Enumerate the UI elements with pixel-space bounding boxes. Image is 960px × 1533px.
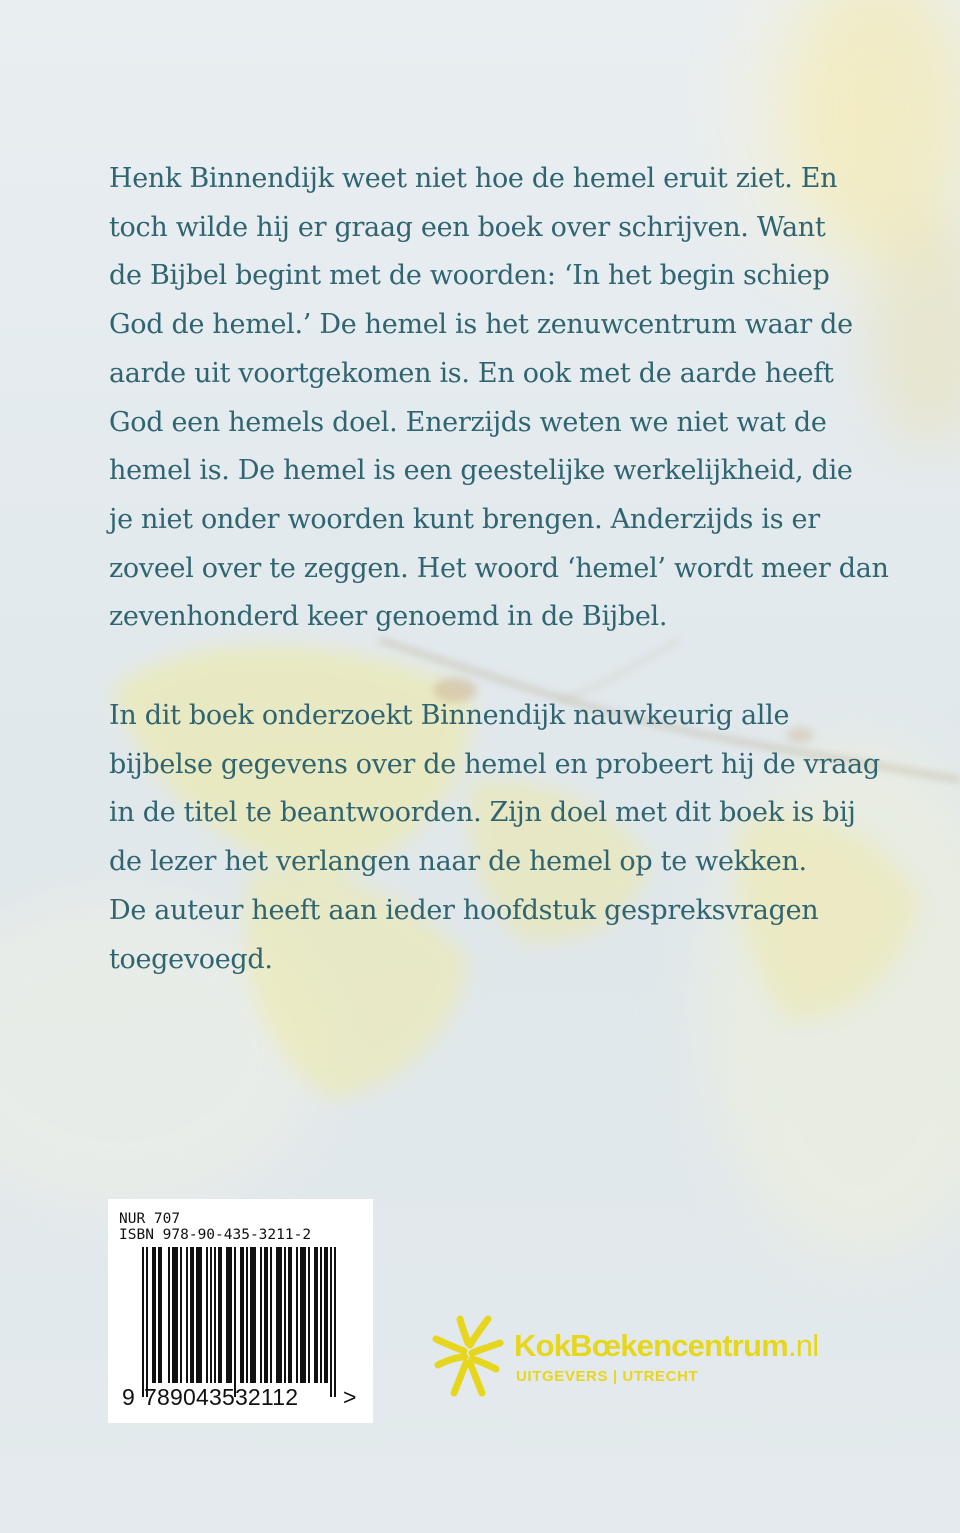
blurb-line: hemel is. De hemel is een geestelijke werkelijkheid, die <box>109 455 853 487</box>
barcode-bar <box>152 1247 154 1383</box>
barcode-bar <box>250 1247 252 1383</box>
blurb-line: zoveel over te zeggen. Het woord ‘hemel’ wordt meer dan <box>109 552 889 584</box>
barcode-bar <box>234 1247 236 1397</box>
barcode-bar <box>290 1247 292 1383</box>
barcode-bar <box>246 1247 248 1383</box>
blurb-line: In dit boek onderzoekt Binnendijk nauwkeurig alle <box>109 700 790 731</box>
barcode-bar <box>324 1247 326 1383</box>
blurb-paragraph-1 <box>109 155 889 642</box>
barcode-bar <box>326 1247 328 1383</box>
barcode-bars <box>142 1247 342 1397</box>
blurb-line: bijbelse gegevens over de hemel en probeert hij de vraag <box>109 748 880 780</box>
barcode-bar <box>254 1247 256 1383</box>
barcode-bar <box>278 1247 280 1383</box>
blurb-line: Henk Binnendijk weet niet hoe de hemel eruit ziet. En <box>109 163 838 194</box>
barcode-bar <box>196 1247 198 1383</box>
barcode-bar <box>288 1247 290 1383</box>
blurb-line: in de titel te beantwoorden. Zijn doel met dit boek is bij <box>109 797 856 829</box>
publisher-name-main: KokBœkencentrum <box>514 1328 788 1363</box>
barcode-bar <box>320 1247 322 1383</box>
blurb-line: God de hemel.’ De hemel is het zenuwcentrum waar de <box>109 309 853 341</box>
blurb-line: de Bijbel begint met de woorden: ‘In het begin schiep <box>109 260 830 292</box>
barcode-bar <box>192 1247 194 1383</box>
isbn-number: ISBN 978-90-435-3211-2 <box>119 1227 312 1243</box>
barcode-bar <box>330 1247 332 1397</box>
barcode-bar <box>300 1247 302 1383</box>
barcode-arrow: > <box>343 1384 357 1410</box>
barcode-bar <box>266 1247 268 1383</box>
barcode-bar <box>158 1247 160 1383</box>
barcode-bar <box>276 1247 278 1383</box>
blurb-line: je niet onder woorden kunt brengen. Anderzijds is er <box>109 503 820 535</box>
barcode-bar <box>168 1247 170 1383</box>
barcode-bar <box>304 1247 306 1383</box>
barcode-bar <box>260 1247 262 1383</box>
barcode-bar <box>284 1247 286 1383</box>
blurb-line: God een hemels doel. Enerzijds weten we niet wat de <box>109 406 827 438</box>
blurb-line: De auteur heeft aan ieder hoofdstuk gespreksvragen <box>109 894 819 926</box>
barcode-bar <box>174 1247 176 1383</box>
barcode-bar <box>214 1247 216 1383</box>
barcode-bar <box>180 1247 182 1383</box>
barcode-bar <box>186 1247 188 1383</box>
barcode-bar <box>142 1247 144 1397</box>
nur-code: NUR 707 <box>119 1211 181 1227</box>
barcode-bar <box>314 1247 316 1383</box>
barcode-bar <box>200 1247 202 1383</box>
barcode-bar <box>218 1247 220 1383</box>
barcode-bar <box>252 1247 254 1383</box>
blurb-line: zevenhonderd keer genoemd in de Bijbel. <box>109 601 668 633</box>
barcode-bar <box>242 1247 244 1383</box>
barcode-bar <box>226 1247 228 1383</box>
blurb-paragraph-2 <box>109 692 889 984</box>
barcode-bar <box>198 1247 200 1383</box>
barcode-bar <box>230 1247 232 1383</box>
publisher-subtitle: UITGEVERS | UTRECHT <box>516 1368 699 1385</box>
barcode-bar <box>210 1247 212 1383</box>
barcode-bar <box>308 1247 310 1383</box>
publisher-name-suffix: .nl <box>787 1328 819 1363</box>
barcode-bar <box>296 1247 298 1383</box>
barcode-bar <box>270 1247 272 1383</box>
barcode-bar <box>154 1247 156 1383</box>
barcode-bar <box>176 1247 178 1383</box>
barcode-bar <box>240 1247 242 1383</box>
barcode-bar <box>302 1247 304 1383</box>
kok-boekencentrum-logo-icon <box>432 1313 504 1413</box>
barcode-bar <box>316 1247 318 1383</box>
barcode-bar <box>220 1247 222 1383</box>
blurb-line: toegevoegd. <box>109 943 273 975</box>
barcode-digits: 789043532112 <box>144 1384 299 1410</box>
isbn-barcode <box>108 1199 373 1423</box>
barcode-first-digit: 9 <box>122 1384 135 1410</box>
barcode-bar <box>334 1247 336 1397</box>
barcode-bar <box>280 1247 282 1383</box>
barcode-bar <box>228 1247 230 1383</box>
barcode-bar <box>190 1247 192 1383</box>
publisher-name <box>514 1328 818 1364</box>
barcode-bar <box>172 1247 174 1383</box>
barcode-bar <box>146 1247 148 1397</box>
barcode-bar <box>264 1247 266 1383</box>
blurb-line: aarde uit voortgekomen is. En ook met de aarde heeft <box>109 357 834 389</box>
barcode-bar <box>206 1247 208 1383</box>
barcode-bar <box>160 1247 162 1383</box>
publisher-logo <box>432 1313 872 1413</box>
blurb-line: toch wilde hij er graag een boek over schrijven. Want <box>109 211 826 243</box>
blurb-line: de lezer het verlangen naar de hemel op te wekken. <box>109 846 807 878</box>
